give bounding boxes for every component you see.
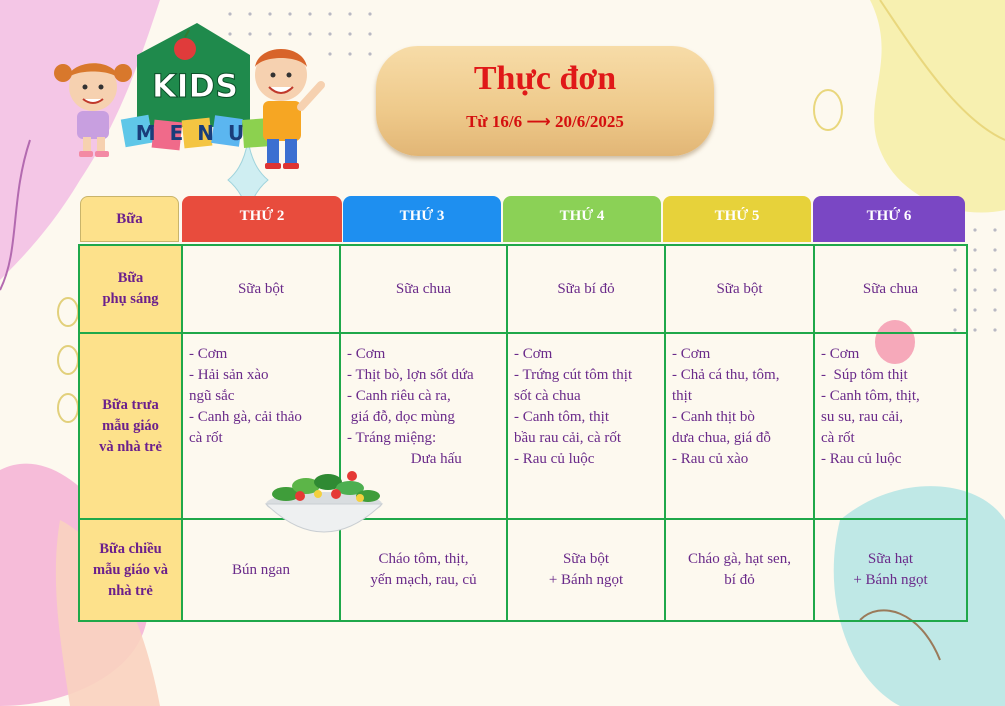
menu-cell-line: - Cơm [821,346,860,362]
meal-label-cell [79,519,182,621]
header-day-3: THỨ 3 [343,196,501,242]
kids-menu-logo [45,15,335,190]
menu-cell-line: bầu rau cải, cà rốt [514,430,622,446]
menu-cell-line: Sữa bột [716,280,763,297]
page-title: Thực đơn [473,60,617,97]
meal-label-line: mẫu giáo [102,417,159,434]
meal-label-line: và nhà trẻ [99,438,162,455]
menu-cell-line: - Canh tôm, thịt, [821,388,920,404]
meal-label-line: mẫu giáo và [93,561,168,578]
menu-cell-line: - Tráng miệng: [347,430,437,446]
menu-cell [814,519,967,621]
arrow-right-icon: ⟶ [526,112,551,132]
header-day-6: THỨ 6 [813,196,965,242]
menu-cell-line: + Bánh ngọt [853,572,928,588]
menu-cell [665,333,814,519]
date-from: Từ 16/6 [466,112,523,131]
menu-cell-line: - Súp tôm thịt [821,367,908,383]
menu-cell-line: - Canh thịt bò [672,409,755,425]
logo-menu-text: MENU [135,121,259,145]
menu-cell-line: Sữa chua [395,280,452,297]
menu-cell-line: - Thịt bò, lợn sốt dứa [347,367,474,383]
header-day-2: THỨ 2 [182,196,342,242]
menu-cell-line: - Cơm [189,346,228,362]
menu-cell-line: Sữa bột [237,280,285,297]
boy-illustration-icon [255,49,321,169]
menu-cell [814,245,967,333]
menu-cell-line: dưa chua, giá đỗ [672,430,771,446]
menu-cell-line: + Bánh ngọt [548,572,624,588]
meal-label-line: Bữa [117,270,144,286]
date-range [376,112,714,132]
menu-cell-line: Sữa chua [862,280,919,297]
menu-cell-line: - Cơm [514,346,553,362]
menu-cell-line: bí đỏ [724,572,755,588]
menu-cell-line: cà rốt [189,430,223,446]
menu-cell [507,245,665,333]
header-meal-label: Bữa [80,196,179,242]
menu-cell-line: Sữa bí đỏ [557,280,615,297]
girl-illustration-icon [54,63,132,157]
menu-cell-line: Sữa hạt [867,551,914,567]
menu-cell-line: - Canh tôm, thịt [514,409,609,425]
menu-cell-line: Sữa bột [562,551,610,567]
menu-cell-line: - Hải sản xào [189,367,269,383]
table-row [79,333,967,519]
menu-cell [340,245,507,333]
menu-cell-line: Dưa hấu [347,451,462,467]
menu-cell-line: yến mạch, rau, củ [370,572,477,588]
menu-cell-line: su su, rau cải, [821,409,904,425]
menu-cell [665,245,814,333]
menu-cell-line: - Cơm [347,346,386,362]
menu-cell-line: - Rau củ xào [672,451,749,467]
meal-label-line: phụ sáng [102,291,159,307]
salad-bowl-icon [256,460,396,540]
menu-cell-line: - Rau củ luộc [514,451,595,467]
header-day-4: THỨ 4 [503,196,661,242]
date-to: 20/6/2025 [554,112,624,131]
meal-label-cell [79,245,182,333]
logo-kids-text: KIDS [151,67,239,105]
menu-cell [507,519,665,621]
meal-label-line: Bữa chiều [99,540,162,557]
title-board [376,46,714,156]
menu-cell-line: giá đỗ, dọc mùng [347,409,455,425]
menu-cell-line: Cháo gà, hạt sen, [688,551,791,567]
menu-cell-line: thịt [672,388,693,404]
menu-cell-line: Bún ngan [232,561,290,578]
menu-cell-line: - Rau củ luộc [821,451,902,467]
menu-cell-line: - Chả cá thu, tôm, [672,367,780,383]
menu-cell [814,333,967,519]
menu-cell-line: - Cơm [672,346,711,362]
menu-cell-line: - Trứng cút tôm thịt [514,367,633,383]
menu-cell [507,333,665,519]
menu-table [78,244,968,622]
menu-cell-line: cà rốt [821,430,855,446]
menu-cell-line: sốt cà chua [514,388,581,404]
menu-cell [182,245,340,333]
menu-cell-line: - Canh riêu cà ra, [347,388,451,404]
meal-label-line: Bữa trưa [102,396,159,413]
table-row [79,245,967,333]
menu-cell-line: ngũ sắc [189,388,235,404]
table-row [79,519,967,621]
menu-cell [665,519,814,621]
menu-cell-line: - Canh gà, cải thảo [189,409,302,425]
meal-label-cell [79,333,182,519]
menu-cell-line: Cháo tôm, thịt, [378,551,469,567]
header-day-5: THỨ 5 [663,196,811,242]
meal-label-line: nhà trẻ [108,582,153,599]
